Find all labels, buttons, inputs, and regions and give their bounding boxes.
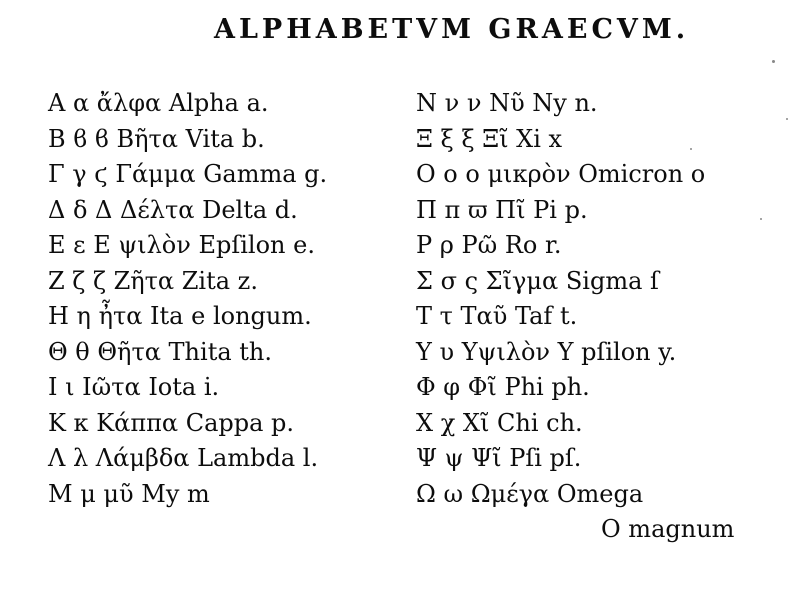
- left-column: [48, 86, 327, 512]
- alphabet-row: Θ θ Θῆτα Thita th.: [48, 337, 273, 366]
- ink-speck: [786, 118, 788, 120]
- alphabet-row: Γ γ ϛ Γάμμα Gamma g.: [48, 160, 328, 188]
- alphabet-row: Ω ω Ωμέγα Omega: [416, 479, 644, 508]
- ink-speck: [772, 60, 775, 63]
- alphabet-row: Ξ ξ ξ Ξῖ Xi x: [416, 124, 563, 153]
- alphabet-row: Υ υ Υψιλὸν Y pſilon y.: [416, 337, 677, 366]
- alphabet-row: Ρ ρ Ρῶ Ro r.: [416, 231, 562, 259]
- alphabet-row: Ε ε Ε ψιλὸν Epſilon e.: [48, 231, 315, 259]
- alphabet-row: Δ δ Δ Δέλτα Delta d.: [48, 195, 298, 224]
- alphabet-row: Ο ο ο μικρὸν Omicron o: [416, 160, 706, 188]
- alphabet-row: Σ σ ς Σῖγμα Sigma ſ: [416, 266, 659, 295]
- alphabet-row-continuation: O magnum: [601, 515, 735, 543]
- ink-speck: [760, 218, 762, 220]
- alphabet-row: Μ μ μῦ My m: [48, 479, 210, 508]
- alphabet-row: Α α ἄλφα Alpha a.: [48, 89, 269, 117]
- alphabet-row: Β ϐ ϐ Βῆτα Vita b.: [48, 124, 265, 153]
- alphabet-row: Η η ἦτα Ita e longum.: [48, 302, 312, 330]
- alphabet-row: Φ φ Φῖ Phi ph.: [416, 373, 590, 401]
- alphabet-row: Π π ϖ Πῖ Pi p.: [416, 195, 588, 224]
- ink-speck: [690, 148, 692, 150]
- alphabet-row: Τ τ Ταῦ Taf t.: [416, 302, 578, 330]
- alphabet-row: Ζ ζ ζ Ζῆτα Zita z.: [48, 266, 258, 295]
- alphabet-row: Ν ν ν Νῦ Ny n.: [416, 89, 598, 117]
- page-title: ALPHABETVM GRAECVM.: [214, 14, 690, 45]
- alphabet-row: Λ λ Λάμβδα Lambda l.: [48, 444, 319, 472]
- alphabet-row: Κ κ Κάππα Cappa p.: [48, 408, 295, 437]
- alphabet-row: Ψ ψ Ψῖ Pſi pſ.: [416, 444, 582, 472]
- right-column: [416, 86, 734, 548]
- alphabet-row: Ι ι Ιῶτα Iota i.: [48, 373, 220, 401]
- alphabet-row: Χ χ Χῖ Chi ch.: [416, 408, 583, 437]
